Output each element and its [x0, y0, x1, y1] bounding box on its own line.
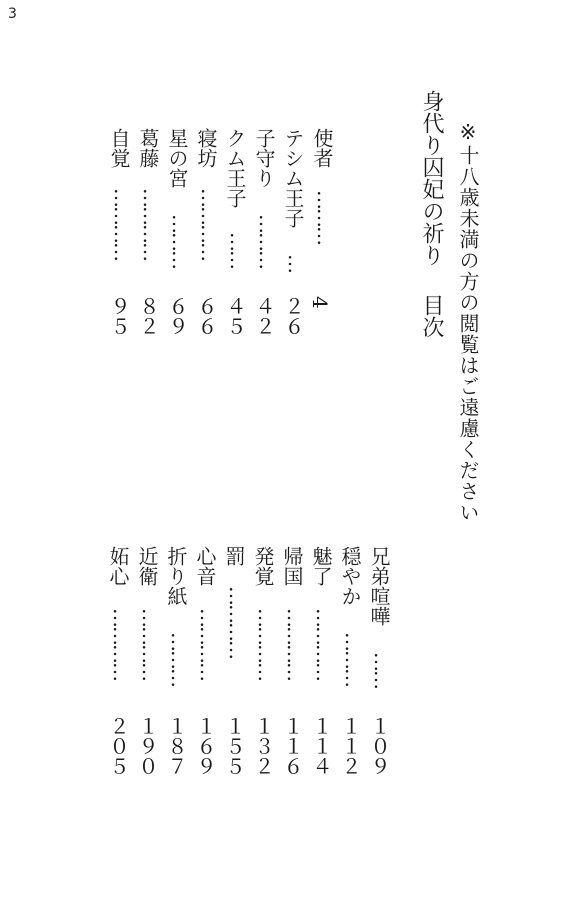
toc-entry-page: ２０５ [106, 716, 130, 776]
toc-entry-leader: ……… [341, 632, 365, 686]
toc-entry-title: 寝坊 [194, 128, 218, 168]
toc-entry-title: 折り紙 [164, 546, 188, 606]
toc-entry-leader: …… [370, 652, 394, 688]
toc-heading: 目次 [419, 294, 444, 338]
toc-entry[interactable] [336, 546, 365, 906]
toc-entry-title: クム王子 [223, 128, 247, 208]
toc-entry[interactable] [133, 546, 162, 906]
toc-entry-page: １１２ [338, 716, 362, 776]
toc-entry-title: 子守り [252, 128, 276, 188]
toc-entry[interactable] [250, 128, 279, 488]
toc-entry-title: 穏やか [338, 546, 362, 606]
page-number: 3 [8, 6, 17, 22]
toc-entry-page: １６９ [193, 716, 217, 776]
toc-entry-leader: ………… [283, 608, 307, 680]
toc-entry[interactable] [134, 128, 163, 488]
toc-entry-title: 使者 [310, 128, 334, 168]
toc-entry[interactable] [278, 546, 307, 906]
toc-entry-title: 星の宮 [165, 128, 189, 188]
book-title-main: 身代り囚妃の祈り [419, 90, 444, 266]
toc-entry[interactable] [307, 546, 336, 906]
toc-entry-page: ６６ [194, 296, 218, 336]
toc-entry-leader: ………… [138, 608, 162, 680]
toc-entry-title: 魅了 [309, 546, 333, 586]
toc-entry-title: テシム王子 [281, 128, 305, 228]
toc-entry[interactable] [191, 546, 220, 906]
toc-entry-page: １８７ [164, 716, 188, 776]
toc-entry[interactable] [105, 128, 134, 488]
toc-entry-leader: ………… [312, 608, 336, 680]
toc-entry[interactable] [308, 128, 337, 488]
toc-entry-leader: ……… [168, 214, 192, 268]
toc-entry-title: 心音 [193, 546, 217, 586]
toc-entry-page: ４５ [223, 296, 247, 336]
toc-entry-title: 自覚 [107, 128, 131, 168]
toc-entry-page: ２６ [281, 296, 305, 336]
toc-entry[interactable] [365, 546, 394, 906]
toc-entry-title: 帰国 [280, 546, 304, 586]
toc-entry-title: 兄弟喧嘩 [367, 546, 391, 626]
toc-entry-page: ８２ [136, 296, 160, 336]
toc-entry[interactable] [249, 546, 278, 906]
toc-entry-page: ４２ [252, 296, 276, 336]
toc-entry[interactable] [163, 128, 192, 488]
toc-entry-leader: ………… [225, 586, 249, 658]
toc-entry-leader: ……… [255, 214, 279, 268]
toc-entry-page: １１６ [280, 716, 304, 776]
toc-entry-title: 発覚 [251, 546, 275, 586]
toc-entry-leader: ……… [167, 632, 191, 686]
toc-entry-leader: ………… [196, 608, 220, 680]
toc-entry[interactable] [279, 128, 308, 488]
age-restriction-notice: ※十八歳未満の方の閲覧はご遠慮ください [456, 120, 480, 523]
toc-entry-page: 4 [308, 296, 332, 309]
toc-entry[interactable] [221, 128, 250, 488]
toc-entry[interactable] [192, 128, 221, 488]
toc-entry-leader: ……… [313, 190, 337, 244]
toc-entry-page: １５５ [222, 716, 246, 776]
toc-entry-leader: ………… [197, 188, 221, 260]
toc-entry-leader: ………… [109, 608, 133, 680]
toc-entry-leader: ………… [254, 608, 278, 680]
toc-entry-page: ６９ [165, 296, 189, 336]
toc-entry-page: １９０ [135, 716, 159, 776]
toc-entry-title: 葛藤 [136, 128, 160, 168]
toc-entry-title: 罰 [222, 546, 246, 566]
toc-entry-leader: …… [226, 232, 250, 268]
toc-entry-leader: ………… [110, 188, 134, 260]
toc-entry-page: １３２ [251, 716, 275, 776]
toc-entry-leader: … [284, 254, 308, 272]
toc-entry-leader: ………… [139, 188, 163, 260]
toc-entry[interactable] [104, 546, 133, 906]
toc-entry-page: ９５ [107, 296, 131, 336]
book-title [420, 90, 442, 338]
toc-entry-page: １０９ [367, 716, 391, 776]
toc-entry[interactable] [220, 546, 249, 906]
toc-entry-title: 妬心 [106, 546, 130, 586]
toc-entry-title: 近衛 [135, 546, 159, 586]
toc-entry[interactable] [162, 546, 191, 906]
toc-entry-page: １１４ [309, 716, 333, 776]
